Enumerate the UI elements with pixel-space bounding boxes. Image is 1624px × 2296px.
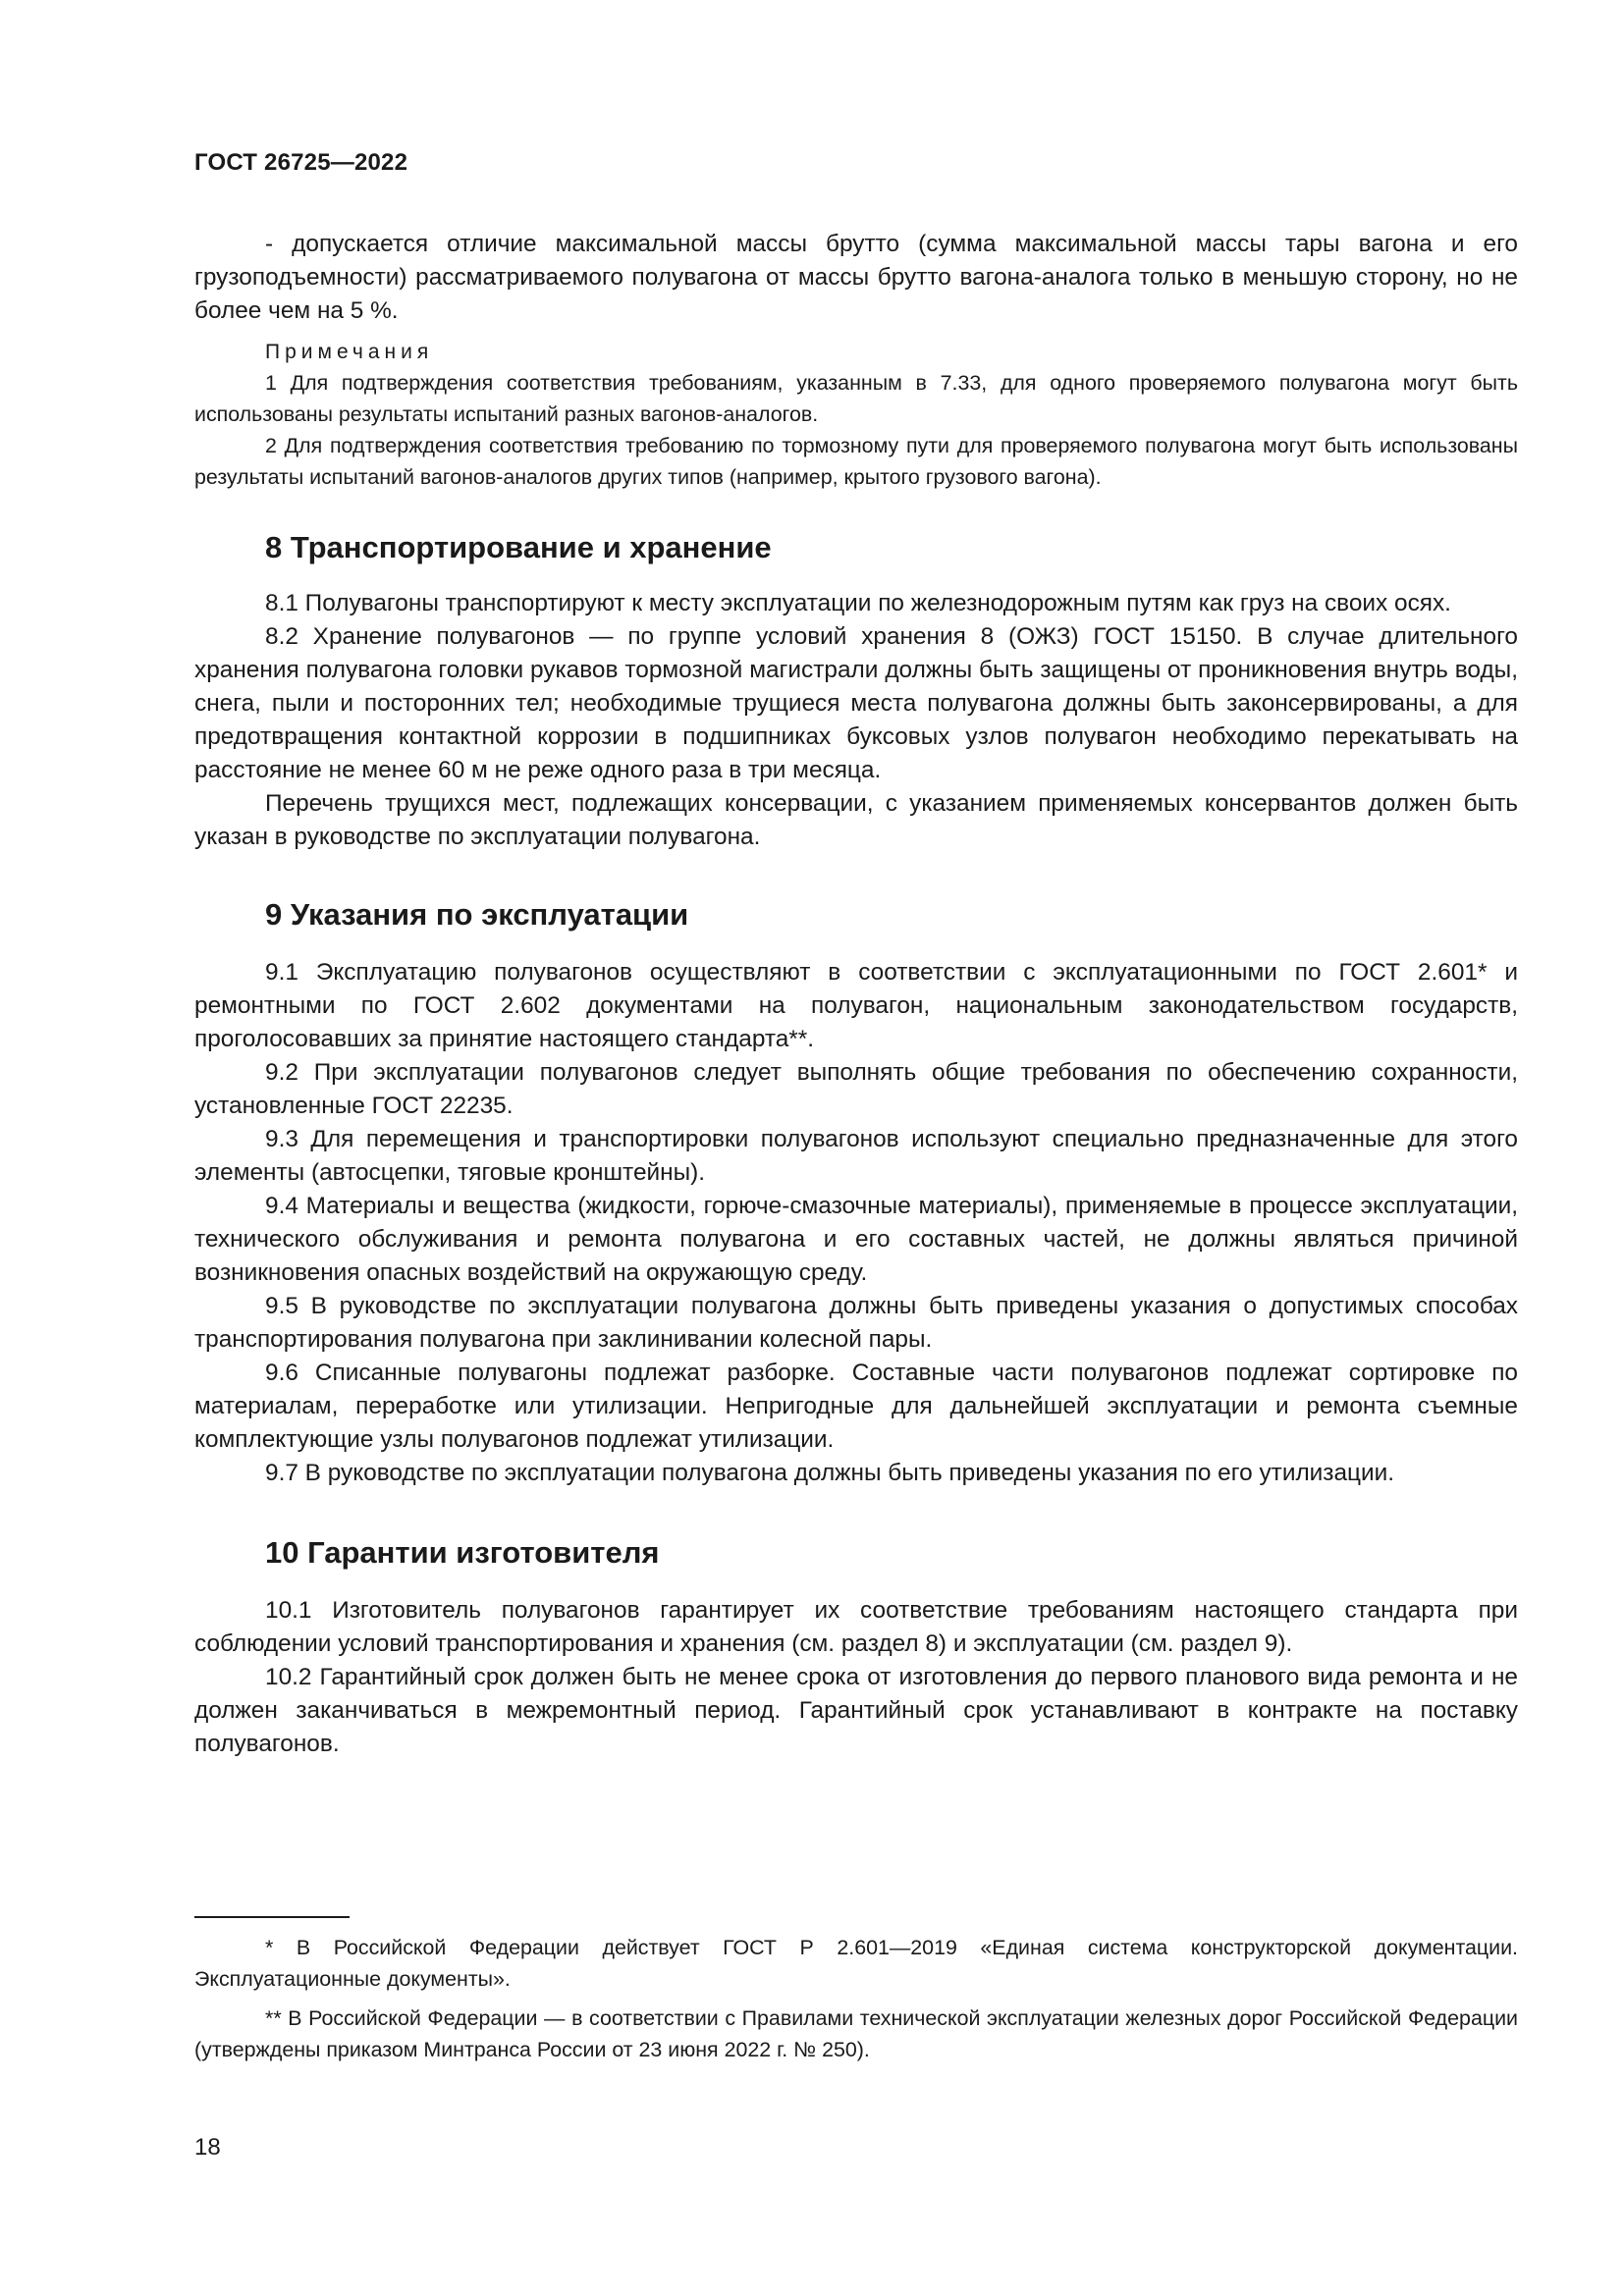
clause-9-2: 9.2 При эксплуатации полувагонов следует выполнять общие требования по обеспечению сохранности, установленные ГОСТ 22235. [194,1059,1518,1119]
clause-9-6: 9.6 Списанные полувагоны подлежат разборке. Составные части полувагонов подлежат сортировке по материалам, переработке или утилизации. Непригодные для дальнейшей эксплуатации и ремонта съемные комплектующие узлы полувагонов подлежат утилизации. [194,1360,1518,1453]
page-header-doc-id: ГОСТ 26725—2022 [194,149,408,176]
clause-9-5: 9.5 В руководстве по эксплуатации полувагона должны быть приведены указания о допустимых способах транспортирования полувагона при заклинивании колесной пары. [194,1293,1518,1353]
clause-10-1: 10.1 Изготовитель полувагонов гарантирует их соответствие требованиям настоящего стандарта при соблюдении условий транспортирования и хранения (см. раздел 8) и эксплуатации (см. раздел 9). [194,1597,1518,1657]
clause-9-7: 9.7 В руководстве по эксплуатации полувагона должны быть приведены указания по его утилизации. [265,1460,1395,1486]
clause-8-2-cont: Перечень трущихся мест, подлежащих консервации, с указанием применяемых консервантов должен быть указан в руководстве по эксплуатации полувагона. [194,790,1518,850]
clause-9-1: 9.1 Эксплуатацию полувагонов осуществляют в соответствии с эксплуатационными по ГОСТ 2.601* и ремонтными по ГОСТ 2.602 документами на полувагон, национальным законодательством государств, проголосовавших за принятие настоящего стандарта**. [194,959,1518,1052]
section-10-title: 10 Гарантии изготовителя [265,1535,660,1570]
clause-8-1: 8.1 Полувагоны транспортируют к месту эксплуатации по железнодорожным путям как груз на своих осях. [265,590,1451,616]
section-8-title: 8 Транспортирование и хранение [265,530,772,564]
footnote-divider [194,1916,350,1918]
clause-8-2: 8.2 Хранение полувагонов — по группе условий хранения 8 (ОЖЗ) ГОСТ 15150. В случае длительного хранения полувагона головки рукавов тормозной магистрали должны быть защищены от проникновения внутрь воды, снега, пыли и посторонних тел; необходимые трущиеся места полувагона должны быть законсервированы, а для предотвращения контактной коррозии в подшипниках буксовых узлов полувагон необходимо перекатывать на расстояние не менее 60 м не реже одного раза в три месяца. [194,623,1518,783]
page-number: 18 [194,2134,221,2161]
intro-paragraph: - допускается отличие максимальной массы брутто (сумма максимальной массы тары вагона и его грузоподъемности) рассматриваемого полувагона от массы брутто вагона-аналога только в меньшую сторону, но не более чем на 5 %. [194,231,1518,324]
footnote-1: * В Российской Федерации действует ГОСТ Р 2.601—2019 «Единая система конструкторской документации. Эксплуатационные документы». [194,1936,1518,1991]
clause-9-4: 9.4 Материалы и вещества (жидкости, горюче-смазочные материалы), применяемые в процессе эксплуатации, технического обслуживания и ремонта полувагона и его составных частей, не должны являться причиной возникновения опасных воздействий на окружающую среду. [194,1193,1518,1286]
notes-title: Примечания [265,341,434,363]
document-body [194,228,1518,1761]
footnotes [194,1932,1518,2073]
note-2: 2 Для подтверждения соответствия требованию по тормозному пути для проверяемого полувагона могут быть использованы результаты испытаний вагонов-аналогов других типов (например, крытого грузового вагона). [194,434,1518,489]
clause-10-2: 10.2 Гарантийный срок должен быть не менее срока от изготовления до первого планового вида ремонта и не должен заканчиваться в межремонтный период. Гарантийный срок устанавливают в контракте на поставку полувагонов. [194,1664,1518,1757]
footnote-2: ** В Российской Федерации — в соответствии с Правилами технической эксплуатации железных дорог Российской Федерации (утверждены приказом Минтранса России от 23 июня 2022 г. № 250). [194,2006,1518,2061]
note-1: 1 Для подтверждения соответствия требованиям, указанным в 7.33, для одного проверяемого полувагона могут быть использованы результаты испытаний разных вагонов-аналогов. [194,371,1518,426]
clause-9-3: 9.3 Для перемещения и транспортировки полувагонов используют специально предназначенные для этого элементы (автосцепки, тяговые кронштейны). [194,1126,1518,1186]
section-9-title: 9 Указания по эксплуатации [265,897,689,932]
